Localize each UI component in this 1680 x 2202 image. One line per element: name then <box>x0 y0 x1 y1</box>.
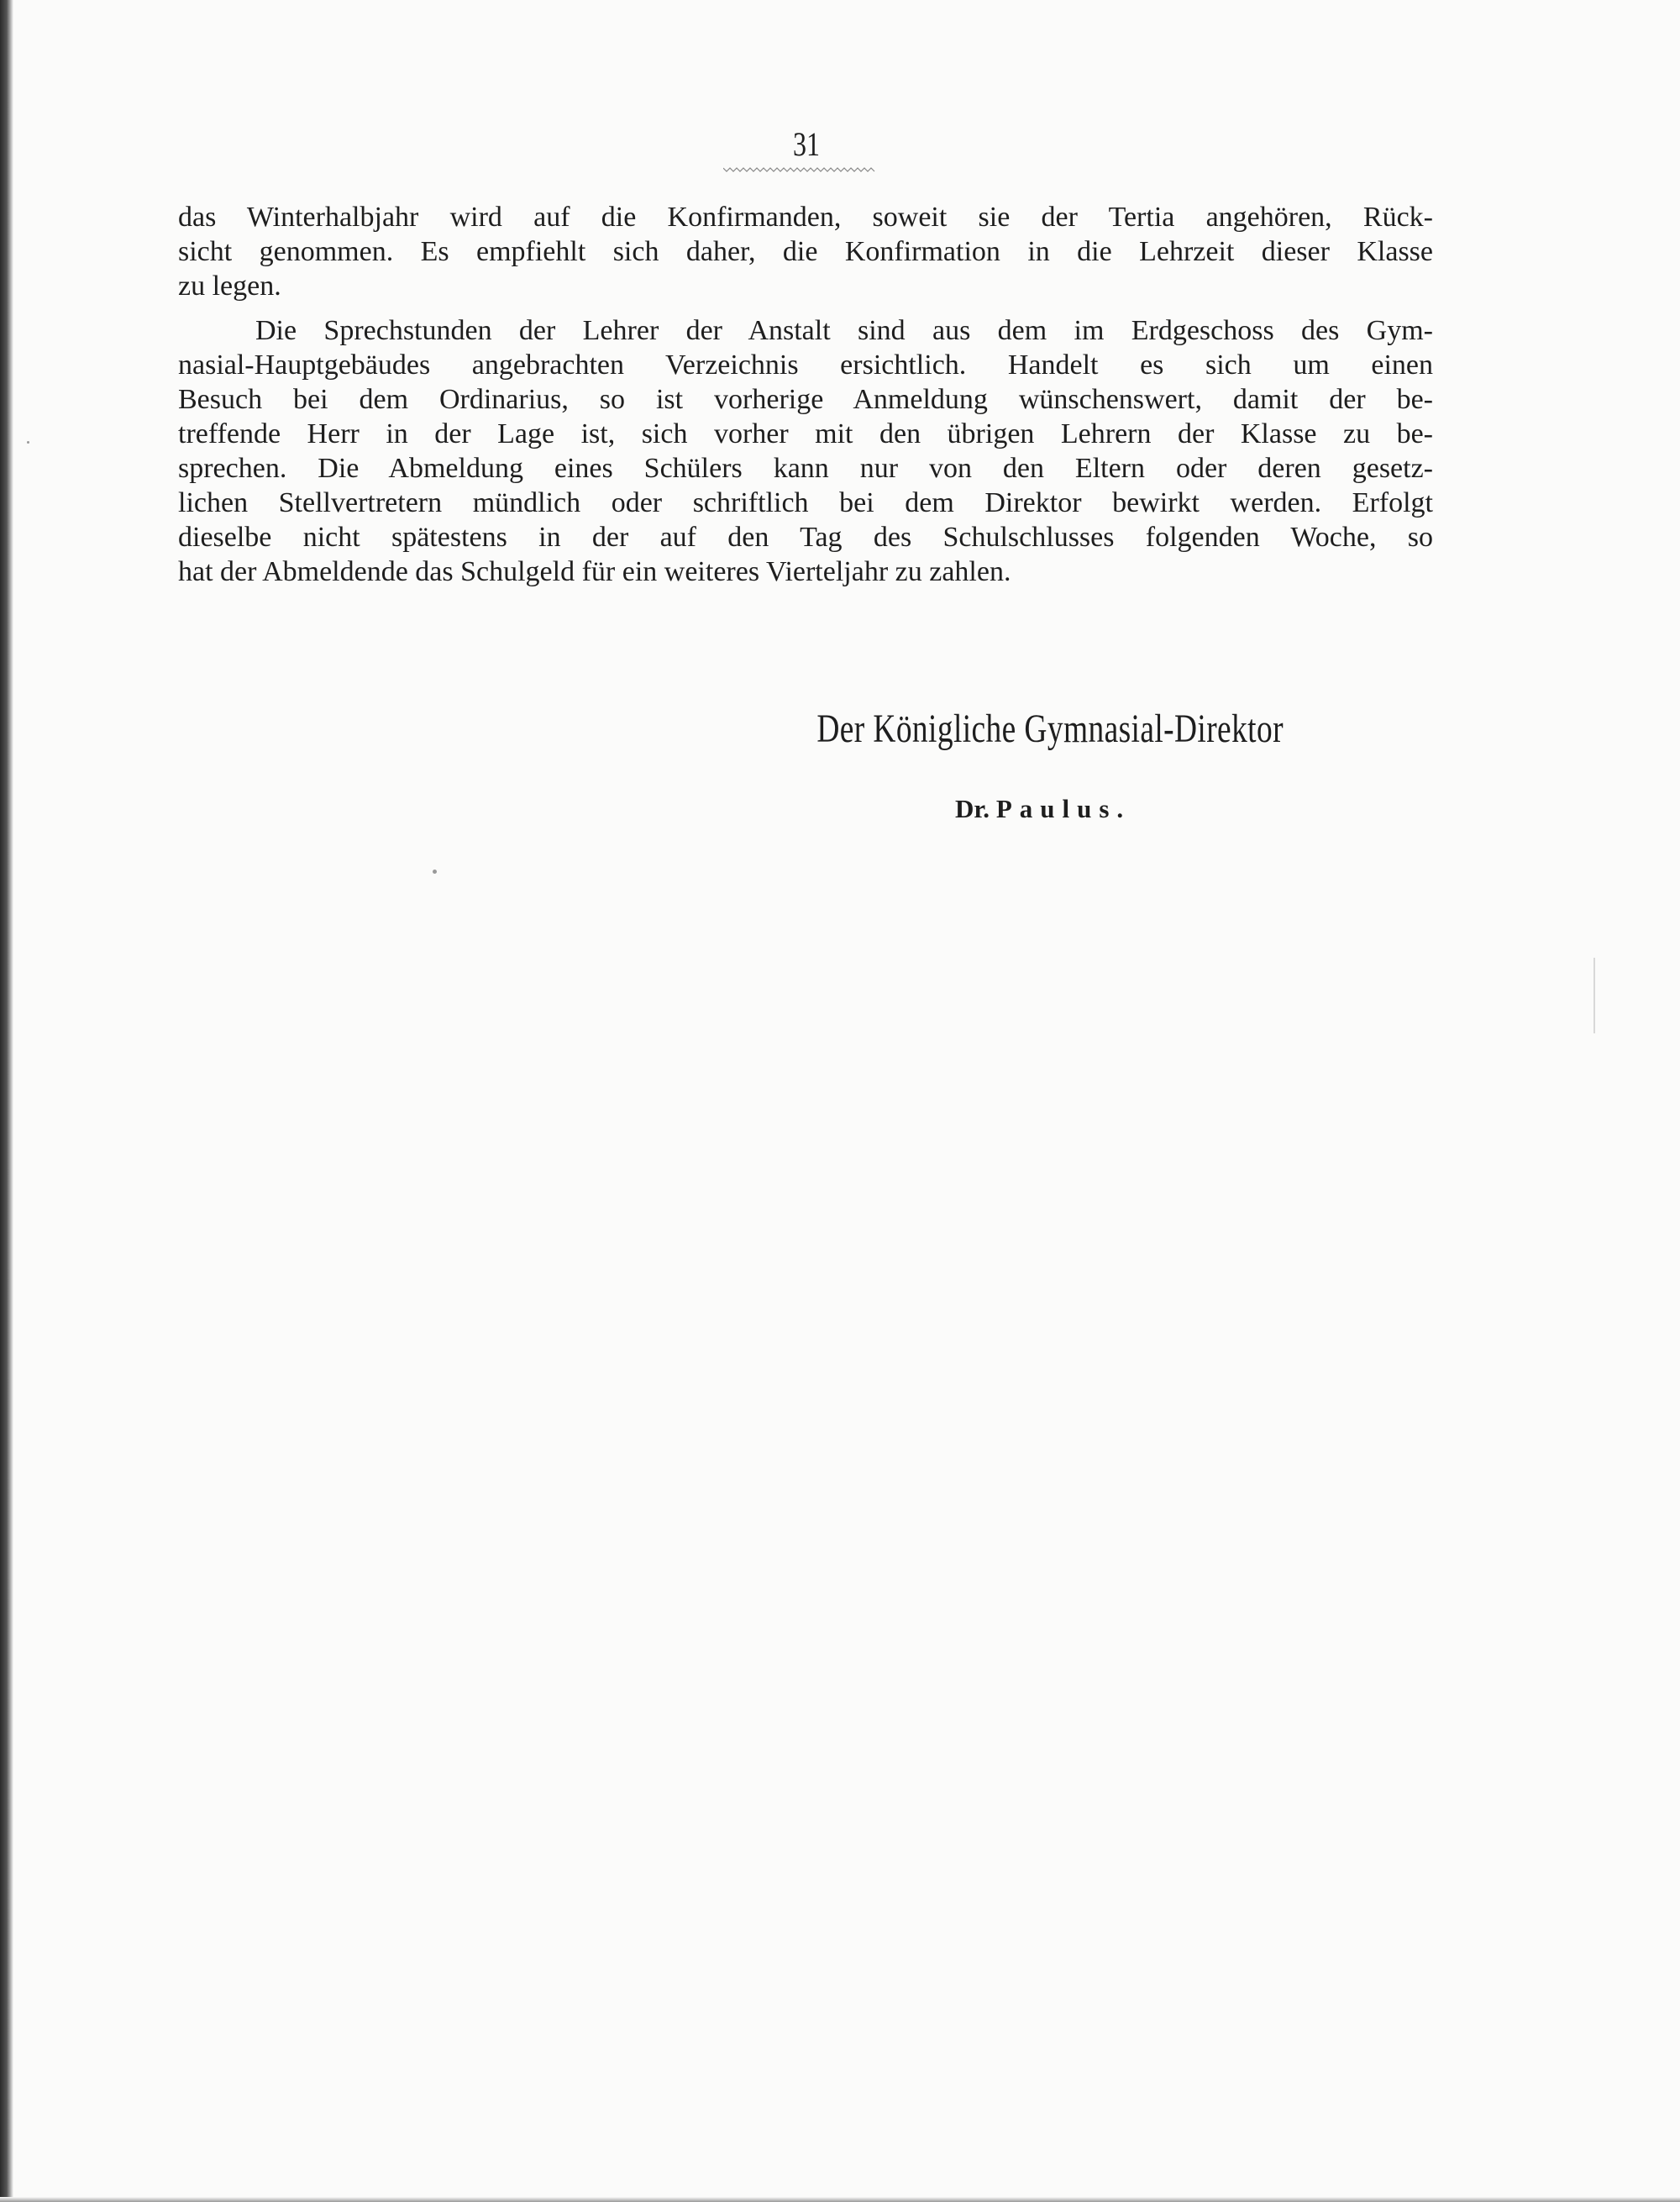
paragraph-confirmation <box>178 200 1433 303</box>
page-number: 31 <box>793 125 820 163</box>
paper-speck <box>27 441 29 444</box>
page-bottom-edge <box>0 2197 1680 2202</box>
closing-title-text: Der Königliche Gymnasial-Direktor <box>816 707 1284 751</box>
text-line: sicht genommen. Es empfiehlt sich daher, die Konfirmation in die Lehrzeit dieser Klasse <box>178 236 1433 267</box>
text-line: zu legen. <box>178 271 281 302</box>
paragraph-office-hours <box>178 313 1433 589</box>
text-line: lichen Stellvertretern mündlich oder schriftlich bei dem Direktor bewirkt werden. Erfolgt <box>178 487 1433 518</box>
paper-speck <box>433 870 437 874</box>
text-line: dieselbe nicht spätestens in der auf den Tag des Schulschlusses folgenden Woche, so <box>178 522 1433 553</box>
page-left-edge <box>0 0 13 2202</box>
text-line: Besuch bei dem Ordinarius, so ist vorherige Anmeldung wünschenswert, damit der be- <box>178 384 1433 415</box>
text-line: Die Sprechstunden der Lehrer der Anstalt sind aus dem im Erdgeschoss des Gym- <box>255 315 1433 346</box>
closing-title <box>748 706 1352 752</box>
signature-name: Paulus. <box>995 794 1131 823</box>
signature <box>955 794 1131 824</box>
paper-mark <box>1593 958 1595 1033</box>
text-line: treffende Herr in der Lage ist, sich vorher mit den übrigen Lehrern der Klasse zu be- <box>178 418 1433 449</box>
wavy-rule-decoration <box>723 165 878 173</box>
text-line: hat der Abmeldende das Schulgeld für ein weiteres Vierteljahr zu zahlen. <box>178 556 1011 587</box>
body-text <box>178 200 1433 589</box>
text-line: das Winterhalbjahr wird auf die Konfirmanden, soweit sie der Tertia angehören, Rück- <box>178 202 1433 233</box>
signature-prefix: Dr. <box>955 794 990 823</box>
text-line: sprechen. Die Abmeldung eines Schülers kann nur von den Eltern oder deren gesetz- <box>178 453 1433 484</box>
text-line: nasial-Hauptgebäudes angebrachten Verzeichnis ersichtlich. Handelt es sich um einen <box>178 349 1433 381</box>
